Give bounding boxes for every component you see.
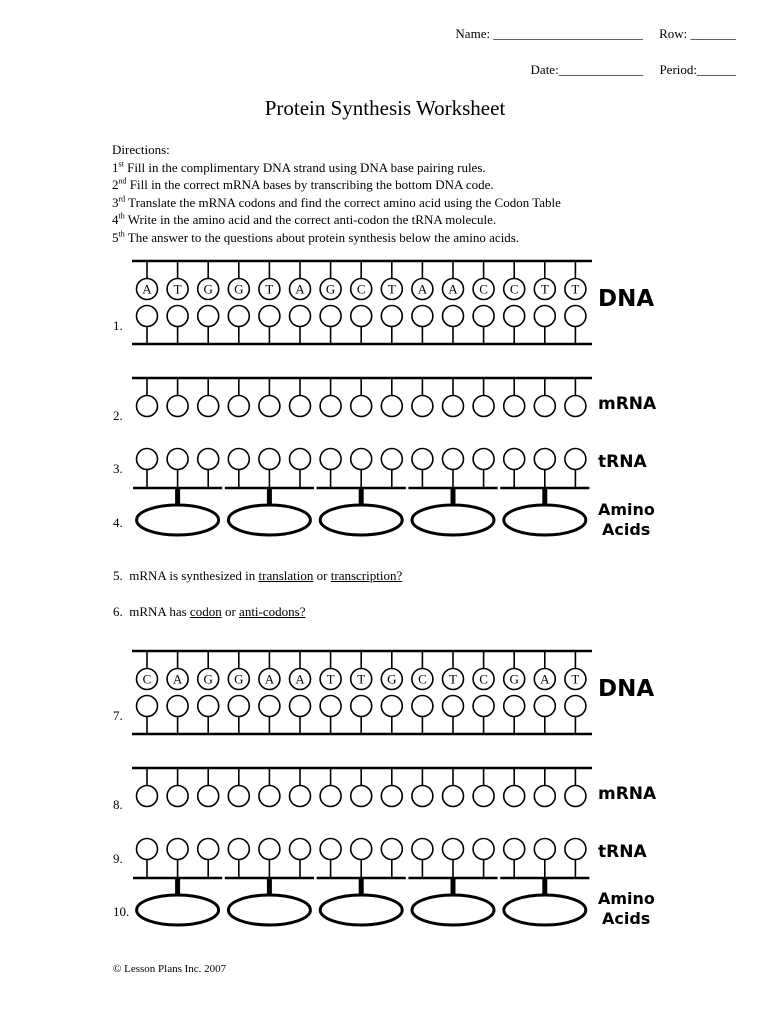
dna-base-letter: T <box>449 671 457 687</box>
item-number-7: 7. <box>113 708 123 723</box>
mrna-base-circle <box>259 396 280 417</box>
amino-acids-label-1: Amino Acids <box>598 500 655 539</box>
name-field-label: Name: _______________________ <box>455 26 643 41</box>
mrna-base-circle <box>504 786 525 807</box>
mrna-base-circle <box>412 396 433 417</box>
trna-base-circle <box>137 449 158 470</box>
item-number-2: 2. <box>113 408 123 423</box>
mrna-base-circle <box>381 396 402 417</box>
dna-base-letter: G <box>234 671 244 687</box>
dna-base-letter: C <box>479 671 488 687</box>
item-number-4: 4. <box>113 515 123 530</box>
trna-base-circle <box>412 839 433 860</box>
dna-base-letter: T <box>387 281 396 297</box>
mrna-base-circle <box>167 786 188 807</box>
item-number-3: 3. <box>113 461 123 476</box>
amino-acid-oval <box>412 895 494 925</box>
direction-step-5: 5th The answer to the questions about protein synthesis below the amino acids. <box>112 229 520 245</box>
amino-acid-oval <box>412 505 494 535</box>
mrna-base-circle <box>351 396 372 417</box>
trna-base-circle <box>198 839 219 860</box>
mrna-base-circle <box>290 396 311 417</box>
dna-complement-base-circle <box>381 696 402 717</box>
dna-label-2: DNA <box>598 676 655 702</box>
dna-base-letter: C <box>418 671 427 687</box>
dna-base-letter: C <box>356 281 366 297</box>
dna-complement-base-circle <box>412 306 433 327</box>
mrna-base-circle <box>290 786 311 807</box>
period-field-label: Period:______ <box>659 62 736 77</box>
dna-complement-base-circle <box>565 306 586 327</box>
mrna-base-circle <box>534 786 555 807</box>
dna-base-letter: C <box>509 281 519 297</box>
amino-acid-oval <box>137 505 219 535</box>
trna-base-circle <box>290 839 311 860</box>
dna-base-letter: T <box>357 671 366 687</box>
item-number-8: 8. <box>113 797 123 812</box>
mrna-base-circle <box>412 786 433 807</box>
dna-base-letter: C <box>142 671 152 687</box>
mrna-base-circle <box>351 786 372 807</box>
trna-label-1: tRNA <box>598 452 647 472</box>
dna-base-letter: T <box>265 281 274 297</box>
dna-base-letter: G <box>203 281 213 297</box>
dna-complement-base-circle <box>534 306 555 327</box>
dna-complement-base-circle <box>137 696 158 717</box>
mrna-label-1: mRNA <box>598 394 657 414</box>
trna-base-circle <box>167 839 188 860</box>
dna-complement-base-circle <box>167 696 188 717</box>
dna-complement-base-circle <box>565 696 586 717</box>
dna-base-letter: A <box>142 281 152 297</box>
mrna-base-circle <box>167 396 188 417</box>
dna-complement-base-circle <box>228 306 249 327</box>
dna-base-letter: T <box>326 671 335 687</box>
amino-acid-oval <box>504 895 586 925</box>
trna-base-circle <box>504 449 525 470</box>
dna-complement-base-circle <box>504 306 525 327</box>
option-translation: translation <box>258 568 314 583</box>
trna-base-circle <box>167 449 188 470</box>
mrna-base-circle <box>443 786 464 807</box>
dna-base-letter: C <box>479 281 488 297</box>
dna-base-letter: T <box>173 281 182 297</box>
direction-step-4: 4th Write in the amino acid and the correct anti-codon the tRNA molecule. <box>112 212 497 228</box>
dna-complement-base-circle <box>534 696 555 717</box>
direction-step-1: 1st Fill in the complimentary DNA strand using DNA base pairing rules. <box>112 159 486 175</box>
dna-base-letter: G <box>203 671 213 687</box>
dna-complement-base-circle <box>290 306 311 327</box>
trna-base-circle <box>443 839 464 860</box>
dna-base-letter: A <box>448 281 458 297</box>
copyright-footer: © Lesson Plans Inc. 2007 <box>113 963 227 975</box>
amino-acid-oval <box>320 505 402 535</box>
mrna-base-circle <box>137 786 158 807</box>
option-transcription: transcription? <box>330 568 403 583</box>
mrna-base-circle <box>259 786 280 807</box>
dna-complement-base-circle <box>290 696 311 717</box>
item-number-9: 9. <box>113 851 123 866</box>
question-5: 5. mRNA is synthesized in translation or transcription? <box>113 568 403 583</box>
dna-complement-base-circle <box>504 696 525 717</box>
trna-base-circle <box>228 839 249 860</box>
dna-complement-base-circle <box>137 306 158 327</box>
amino-acids-label-2: Amino Acids <box>598 889 655 928</box>
dna-complement-base-circle <box>412 696 433 717</box>
dna-base-letter: A <box>295 281 305 297</box>
item-number-1: 1. <box>113 318 123 333</box>
dna-base-letter: G <box>234 281 244 297</box>
mrna-base-circle <box>198 396 219 417</box>
trna-base-circle <box>381 839 402 860</box>
amino-acid-oval <box>228 505 310 535</box>
trna-base-circle <box>137 839 158 860</box>
dna-base-letter: A <box>540 671 550 687</box>
mrna-base-circle <box>320 396 341 417</box>
amino-acid-oval <box>137 895 219 925</box>
dna-label-1: DNA <box>598 286 655 312</box>
trna-base-circle <box>534 839 555 860</box>
row-field-label: Row: _______ <box>659 26 736 41</box>
dna-complement-base-circle <box>381 306 402 327</box>
amino-acid-oval <box>504 505 586 535</box>
mrna-base-circle <box>228 786 249 807</box>
dna-base-letter: G <box>387 671 397 687</box>
dna-complement-base-circle <box>351 306 372 327</box>
dna-complement-base-circle <box>443 696 464 717</box>
dna-base-letter: A <box>264 671 275 687</box>
mrna-base-circle <box>443 396 464 417</box>
trna-label-2: tRNA <box>598 842 647 862</box>
dna-base-letter: G <box>325 281 336 297</box>
trna-base-circle <box>565 839 586 860</box>
mrna-base-circle <box>534 396 555 417</box>
mrna-base-circle <box>228 396 249 417</box>
mrna-base-circle <box>381 786 402 807</box>
dna-complement-base-circle <box>259 696 280 717</box>
dna-complement-base-circle <box>351 696 372 717</box>
trna-base-circle <box>473 839 494 860</box>
dna-complement-base-circle <box>198 696 219 717</box>
dna-complement-base-circle <box>320 306 341 327</box>
trna-base-circle <box>412 449 433 470</box>
trna-base-circle <box>473 449 494 470</box>
dna-complement-base-circle <box>320 696 341 717</box>
date-field-label: Date:_____________ <box>530 62 644 77</box>
item-number-10: 10. <box>113 904 130 919</box>
question-6: 6. mRNA has codon or anti-codons? <box>113 604 306 619</box>
trna-base-circle <box>290 449 311 470</box>
dna-base-letter: A <box>172 671 183 687</box>
dna-complement-base-circle <box>473 696 494 717</box>
mrna-base-circle <box>198 786 219 807</box>
dna-base-letter: G <box>509 671 519 687</box>
dna-complement-base-circle <box>443 306 464 327</box>
dna-base-letter: T <box>571 671 580 687</box>
direction-step-3: 3rd Translate the mRNA codons and find the correct amino acid using the Codon Table <box>112 194 561 210</box>
trna-base-circle <box>228 449 249 470</box>
mrna-base-circle <box>565 786 586 807</box>
trna-base-circle <box>259 839 280 860</box>
trna-base-circle <box>351 839 372 860</box>
dna-base-letter: T <box>571 281 580 297</box>
dna-complement-base-circle <box>259 306 280 327</box>
dna-complement-base-circle <box>198 306 219 327</box>
mrna-base-circle <box>565 396 586 417</box>
trna-base-circle <box>198 449 219 470</box>
mrna-base-circle <box>473 396 494 417</box>
direction-step-2: 2nd Fill in the correct mRNA bases by transcribing the bottom DNA code. <box>112 176 494 193</box>
option-codon: codon <box>189 604 222 619</box>
mrna-base-circle <box>320 786 341 807</box>
trna-base-circle <box>381 449 402 470</box>
mrna-base-circle <box>137 396 158 417</box>
trna-base-circle <box>443 449 464 470</box>
trna-base-circle <box>534 449 555 470</box>
trna-base-circle <box>320 449 341 470</box>
trna-base-circle <box>320 839 341 860</box>
dna-complement-base-circle <box>228 696 249 717</box>
option-anti-codons: anti-codons? <box>239 604 306 619</box>
worksheet-title: Protein Synthesis Worksheet <box>264 96 506 120</box>
directions-heading: Directions: <box>112 142 170 157</box>
dna-base-letter: A <box>295 671 305 687</box>
dna-complement-base-circle <box>473 306 494 327</box>
dna-base-letter: A <box>417 281 428 297</box>
mrna-base-circle <box>504 396 525 417</box>
trna-base-circle <box>351 449 372 470</box>
amino-acid-oval <box>228 895 310 925</box>
amino-acid-oval <box>320 895 402 925</box>
trna-base-circle <box>259 449 280 470</box>
dna-base-letter: T <box>540 281 549 297</box>
trna-base-circle <box>565 449 586 470</box>
mrna-label-2: mRNA <box>598 784 657 804</box>
mrna-base-circle <box>473 786 494 807</box>
trna-base-circle <box>504 839 525 860</box>
dna-complement-base-circle <box>167 306 188 327</box>
